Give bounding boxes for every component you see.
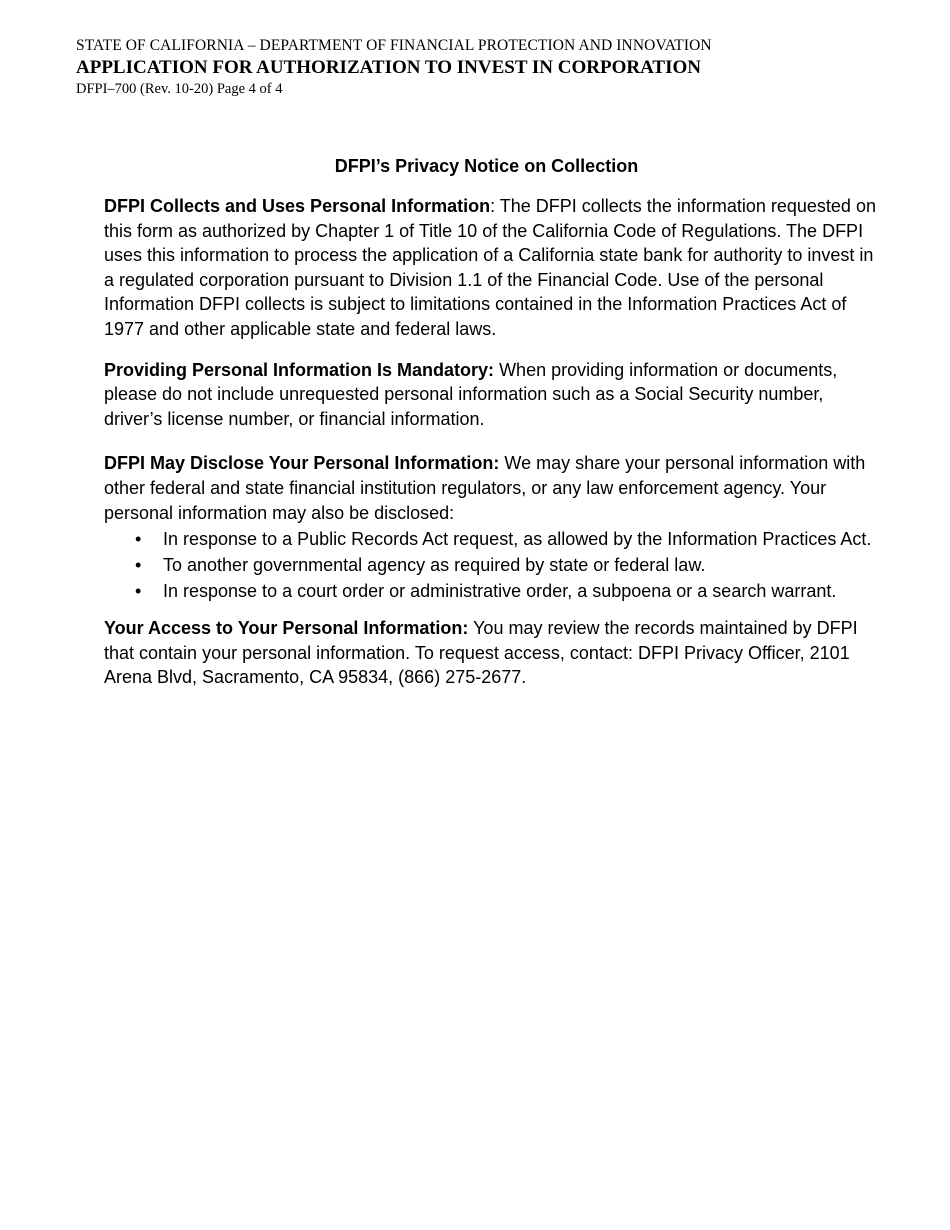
privacy-notice-title: DFPI’s Privacy Notice on Collection bbox=[334, 156, 639, 176]
section-mandatory-text: When providing information or documents, please do not include unrequested personal information such as a Social Security number, driver’s license number, or financial information. bbox=[104, 359, 838, 429]
section-collects-uses-heading: DFPI Collects and Uses Personal Information bbox=[104, 196, 491, 216]
section-collects-uses bbox=[104, 194, 876, 342]
section-mandatory-heading: Providing Personal Information Is Mandatory: bbox=[104, 359, 495, 380]
list-item-text: In response to a court order or administrative order, a subpoena or a search warrant. bbox=[163, 581, 837, 602]
bullet-icon: • bbox=[135, 529, 142, 550]
section-access bbox=[104, 616, 876, 690]
section-disclose-text: We may share your personal information with other federal and state financial institution regulators, or any law enforcement agency. Your personal information may also be disclosed: bbox=[104, 453, 866, 523]
privacy-notice-body bbox=[104, 194, 876, 706]
form-header bbox=[76, 36, 712, 99]
section-disclose-heading: DFPI May Disclose Your Personal Information: bbox=[104, 453, 500, 474]
section-disclose bbox=[104, 451, 876, 604]
form-title: APPLICATION FOR AUTHORIZATION TO INVEST IN CORPORATION bbox=[76, 57, 701, 78]
list-item bbox=[104, 579, 876, 604]
bullet-icon: • bbox=[135, 555, 142, 576]
form-id-page-number: DFPI–700 (Rev. 10-20) Page 4 of 4 bbox=[76, 81, 283, 97]
section-mandatory-paragraph bbox=[104, 358, 876, 432]
agency-name: STATE OF CALIFORNIA – DEPARTMENT OF FINANCIAL PROTECTION AND INNOVATION bbox=[76, 37, 712, 54]
bullet-icon: • bbox=[135, 581, 142, 602]
disclosure-list bbox=[104, 527, 876, 604]
section-collects-uses-text: : The DFPI collects the information requested on this form as authorized by Chapter 1 of Title 10 of the California Code of Regulations. The DFPI uses this information to process the application of a California state bank for authority to invest in a regulated corporation pursuant to Division 1.1 of the Financial Code. Use of the personal Information DFPI collects is subject to limitations contained in the Information Practices Act of 1977 and other applicable state and federal laws. bbox=[104, 196, 876, 339]
list-item-text: To another governmental agency as required by state or federal law. bbox=[163, 555, 706, 576]
list-item bbox=[104, 527, 876, 552]
section-access-heading: Your Access to Your Personal Information: bbox=[104, 617, 469, 638]
list-item bbox=[104, 553, 876, 578]
list-item-text: In response to a Public Records Act request, as allowed by the Information Practices Act. bbox=[163, 529, 872, 550]
section-mandatory bbox=[104, 358, 876, 432]
section-disclose-paragraph bbox=[104, 451, 876, 525]
section-access-text: You may review the records maintained by DFPI that contain your personal information. To request access, contact: DFPI Privacy Officer, 2101 Arena Blvd, Sacramento, CA 95834, (866) 275-2677. bbox=[104, 617, 858, 688]
section-collects-uses-paragraph bbox=[104, 194, 876, 342]
section-access-paragraph bbox=[104, 616, 876, 690]
